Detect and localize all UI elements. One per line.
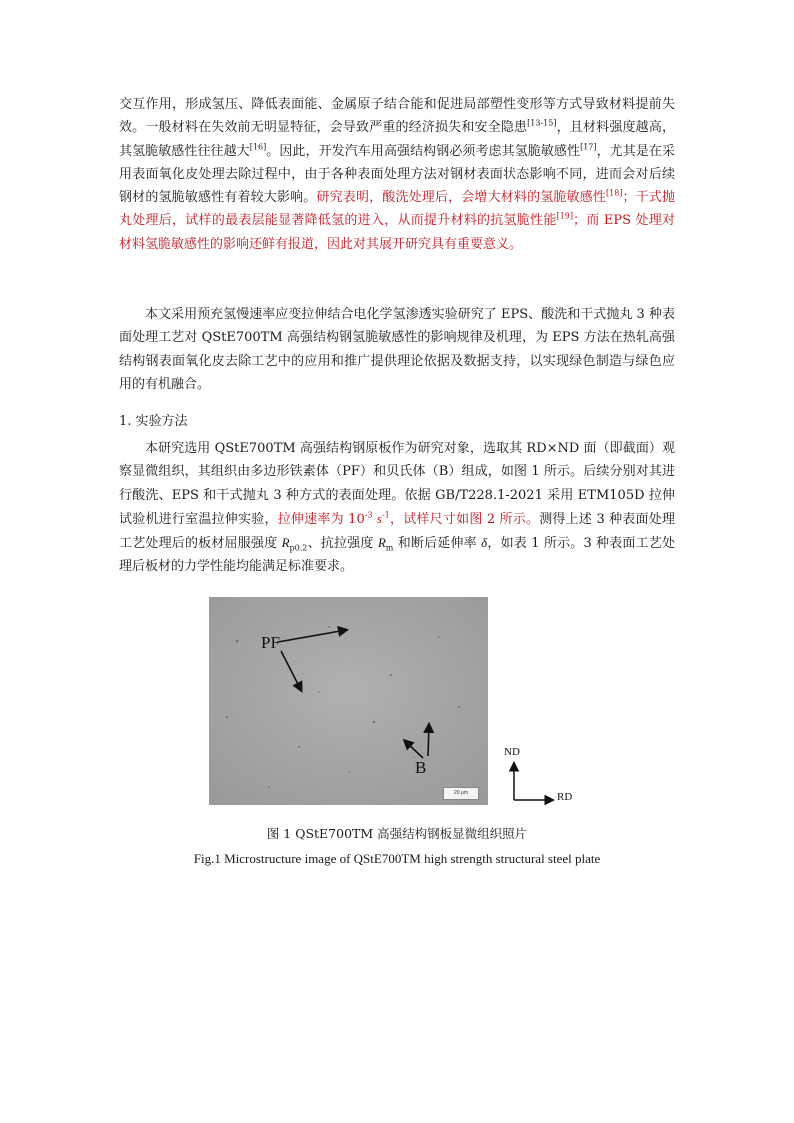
microstructure-image <box>209 597 488 805</box>
figure-caption-cn: 图 1 QStE700TM 高强结构钢板显微组织照片 <box>266 826 528 841</box>
orientation-axes <box>500 740 590 810</box>
paragraph-3: 本研究选用 QStE700TM 高强结构钢原板作为研究对象，选取其 RD×ND 面（即截面）观察显微组织，其组织由多边形铁素体（PF）和贝氏体（B）组成，如图 1 所示。后续分别对其进行酸洗、EPS 和干式抛丸 3 种方式的表面处理。依据 GB/T228.1-2021 采用 ETM105D 拉伸试验机进行室温拉伸实验，拉伸速率为 $10^{-3}$ $s^{-1}$，试样尺寸如图 2 所示。测得上述 3 种表面处理工艺处理后的板材屈服强度 $R_{p0.2}$、抗拉强度 $R_m$ 和断后延伸率 δ，如表 1 所示。3 种表面工艺处理后板材的力学性能均能满足标准要求。 <box>119 441 675 575</box>
axis-label-rd: RD <box>557 791 573 803</box>
section-heading: 1. 实验方法 <box>119 414 188 429</box>
micrograph-background <box>209 597 488 805</box>
highlighted-text: 研究表明，酸洗处理后，会增大材料的氢脆敏感性[18]；干式抛丸处理后，试样的最表层能显著降低氢的进入，从而提升材料的抗氢脆性能[19]；而 EPS 处理对材料氢脆敏感性的影响还鲜有报道，因此对其展开研究具有重要意义。 <box>119 188 675 252</box>
label-pf: PF <box>261 633 280 652</box>
b-arrow-2 <box>428 725 429 756</box>
citation: [16] <box>249 142 267 152</box>
paragraph-1: 交互作用，形成氢压、降低表面能、金属原子结合能和促进局部塑性变形等方式导致材料提前失效。一般材料在失效前无明显特征，会导致严重的经济损失和安全隐患[13-15]，且材料强度越高，其氢脆敏感性往往越大[16]。因此，开发汽车用高强结构钢必须考虑其氢脆敏感性[17]，尤其是在采用表面氧化皮处理去除过程中，由于各种表面处理方法对钢材表面状态影响不同，进而会对后续钢材的氢脆敏感性有着较大影响。研究表明，酸洗处理后，会增大材料的氢脆敏感性[18]；干式抛丸处理后，试样的最表层能显著降低氢的进入，从而提升材料的抗氢脆性能[19]；而 EPS 处理对材料氢脆敏感性的影响还鲜有报道，因此对其展开研究具有重要意义。 <box>119 97 675 252</box>
citation: [13-15] <box>527 118 557 128</box>
micrograph-graphics <box>209 597 488 805</box>
citation: [17] <box>580 142 597 152</box>
paragraph-2: 本文采用预充氢慢速率应变拉伸结合电化学氢渗透实验研究了 EPS、酸洗和干式抛丸 3 种表面处理工艺对 QStE700TM 高强结构钢氢脆敏感性的影响规律及机理，为 EPS 方法在热轧高强结构钢表面氧化皮去除工艺中的应用和推广提供理论依据及数据支持，以实现绿色制造与绿色应用的有机融合。 <box>119 307 675 392</box>
axis-label-nd: ND <box>504 746 520 758</box>
figure-caption-en: Fig.1 Microstructure image of QStE700TM high strength structural steel plate <box>193 851 601 866</box>
highlighted-text: 拉伸速率为 $10^{-3}$ $s^{-1}$，试样尺寸如图 2 所示。 <box>277 510 540 527</box>
label-b: B <box>415 758 427 777</box>
scale-bar: 20 μm <box>443 787 479 800</box>
